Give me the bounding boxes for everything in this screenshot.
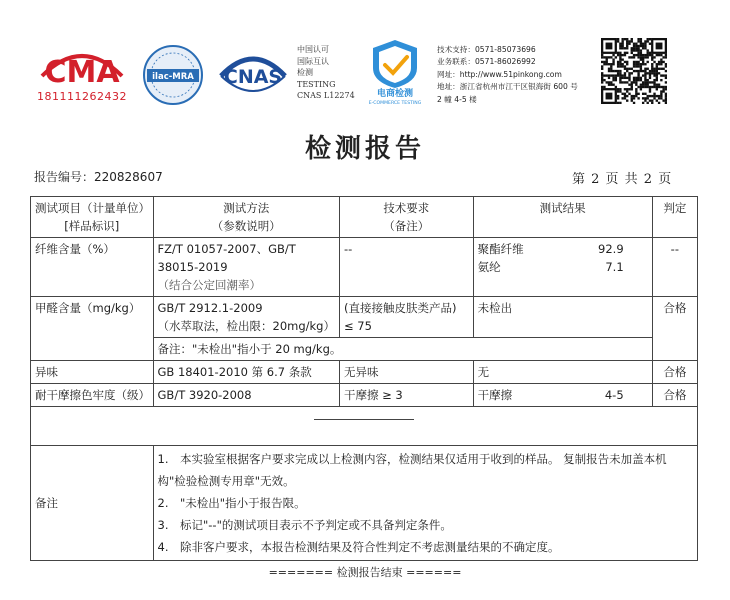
contact-website: 网址：http://www.51pinkong.com: [437, 69, 562, 79]
rubbing-result-value: 4-5: [604, 388, 624, 402]
table-row: [31, 297, 698, 338]
cma-logo-text: CMA: [44, 55, 120, 90]
blank-divider: [314, 419, 414, 420]
rubbing-verdict: 合格: [652, 384, 697, 407]
fiber-method-line: FZ/T 01057-2007、GB/T: [157, 242, 296, 256]
fiber-method-line: 38015-2019: [157, 260, 228, 274]
formaldehyde-req-limit: ≤ 75: [343, 319, 372, 333]
cnas-line: TESTING: [297, 79, 336, 89]
contact-address: 地址：浙江省杭州市江干区银海街 600 号: [437, 82, 578, 92]
remark-item: 1. 本实验室根据客户要求完成以上检测内容，检测结果仅适用于收到的样品。 复制报告未加盖本机构"检验检测专用章"无效。: [157, 452, 667, 488]
header-method: [153, 197, 339, 238]
formaldehyde-item: 甲醛含量（mg/kg）: [31, 297, 154, 361]
header-item-label: 测试项目（计量单位）: [35, 201, 150, 215]
cnas-logo: [213, 46, 293, 104]
page-number: 第 2 页 共 2 页: [572, 172, 673, 187]
cnas-line: 国际互认: [297, 56, 329, 66]
table-row: [31, 384, 698, 407]
fiber-result-polyester: [478, 240, 648, 258]
cma-number: 181111262432: [37, 90, 127, 103]
cnas-line: 中国认可: [297, 45, 329, 54]
report-title: 检测报告: [304, 134, 425, 164]
formaldehyde-method: [153, 297, 339, 338]
remark-item: 3. 标记"--"的测试项目表示不予判定或不具备判定条件。: [157, 518, 452, 532]
formaldehyde-method-line: GB/T 2912.1-2009: [157, 301, 263, 315]
remarks-label: 备注: [31, 446, 154, 561]
report-number: 报告编号：220828607: [34, 170, 163, 184]
blank-cell: [31, 407, 698, 446]
header-item: [31, 197, 154, 238]
results-table: [30, 196, 698, 561]
formaldehyde-requirement: [339, 297, 473, 338]
remark-item: 4. 除非客户要求，本报告检测结果及符合性判定不考虑测量结果的不确定度。: [157, 540, 560, 554]
header-result: 测试结果: [473, 197, 652, 238]
fiber-requirement: --: [339, 238, 473, 297]
rubbing-requirement: 干摩擦 ≥ 3: [339, 384, 473, 407]
rubbing-result-pair: [478, 386, 648, 404]
table-row-remarks: [31, 446, 698, 561]
fiber-value: 92.9: [598, 242, 624, 256]
header-req-label: 技术要求: [383, 201, 430, 215]
formaldehyde-result: 未检出: [473, 297, 652, 338]
table-row: [31, 238, 698, 297]
fiber-result-spandex: [478, 258, 648, 276]
ec-logo-sub: E-COMMERCE TESTING: [368, 101, 422, 106]
cnas-line: CNAS L12274: [297, 91, 355, 100]
contact-tech-support: 技术支持：0571-85073696: [437, 45, 536, 54]
ilac-logo-text: ilac-MRA: [152, 72, 194, 82]
formaldehyde-verdict: 合格: [652, 297, 697, 361]
rubbing-item: 耐干摩擦色牢度（级）: [31, 384, 154, 407]
odor-verdict: 合格: [652, 361, 697, 384]
odor-item: 异味: [31, 361, 154, 384]
header-verdict: 判定: [652, 197, 697, 238]
fiber-method-note: （结合公定回潮率）: [157, 278, 262, 292]
cnas-accreditation-text: [297, 44, 355, 102]
report-end-marker: ======= 检测报告结束 ======: [268, 566, 462, 579]
remarks-content: [153, 446, 697, 561]
odor-result: 无: [473, 361, 652, 384]
remark-item: 2. "未检出"指小于报告限。: [157, 496, 306, 510]
fiber-name: 氨纶: [477, 260, 501, 274]
formaldehyde-method-note: （水萃取法，检出限：20mg/kg）: [157, 319, 335, 333]
rubbing-method: GB/T 3920-2008: [153, 384, 339, 407]
fiber-name: 聚酯纤维: [477, 242, 524, 256]
fiber-method: [153, 238, 339, 297]
contact-business: 业务联系：0571-86026992: [437, 57, 536, 67]
ilac-mra-logo: [141, 43, 205, 107]
header-item-sub: [样品标识]: [64, 219, 120, 233]
header-requirement: [339, 197, 473, 238]
contact-info: [437, 44, 578, 106]
cnas-logo-text: CNAS: [223, 66, 283, 88]
cnas-line: 检测: [297, 68, 313, 77]
ecommerce-testing-logo: [363, 38, 427, 106]
rubbing-result-name: 干摩擦: [477, 388, 513, 402]
formaldehyde-note: 备注："未检出"指小于 20 mg/kg。: [153, 338, 652, 361]
fiber-value: 7.1: [605, 260, 624, 274]
header-method-sub: （参数说明）: [211, 219, 281, 233]
contact-address-line2: 2 幢 4-5 楼: [437, 94, 477, 104]
fiber-item: 纤维含量（%）: [31, 238, 154, 297]
fiber-result: [473, 238, 652, 297]
table-row-blank: [31, 407, 698, 446]
qr-code: [601, 38, 667, 104]
table-header-row: [31, 197, 698, 238]
odor-method: GB 18401-2010 第 6.7 条款: [153, 361, 339, 384]
header-method-label: 测试方法: [223, 201, 270, 215]
ec-logo-title: 电商检测: [376, 89, 414, 99]
fiber-verdict: --: [652, 238, 697, 297]
formaldehyde-req-line: (直接接触皮肤类产品): [343, 301, 457, 315]
header-req-sub: （备注）: [383, 219, 430, 233]
rubbing-result: [473, 384, 652, 407]
odor-requirement: 无异味: [339, 361, 473, 384]
table-row: [31, 361, 698, 384]
